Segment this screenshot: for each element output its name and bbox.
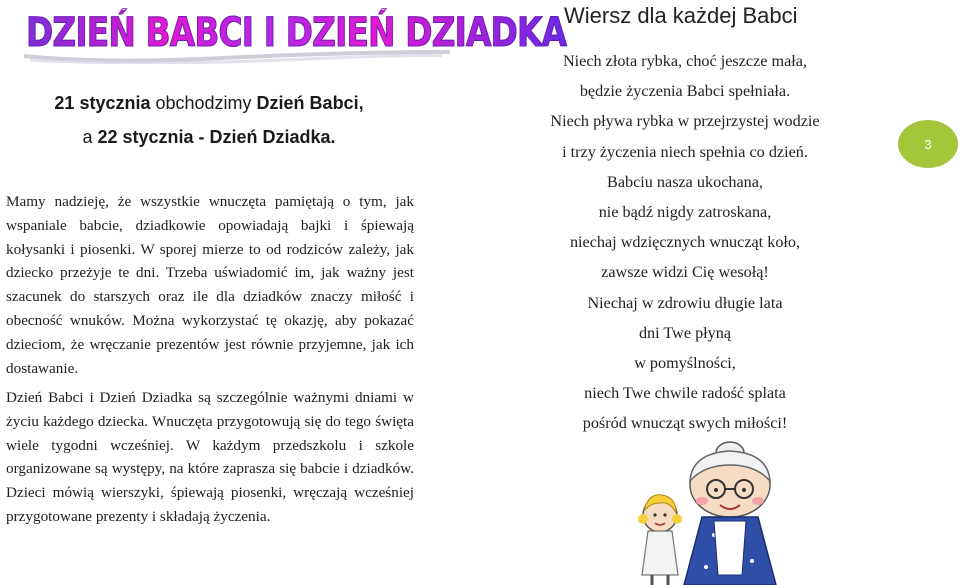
poem-title: Wiersz dla każdej Babci [564,3,798,28]
paragraph-traditions: Mamy nadzieję, że wszystkie wnuczęta pamiętają o tym, jak wspaniale babcie, dziadkowie opowiadają bajki i śpiewają kołysanki i piosenki. W sporej mierze to od rodziców zależy, jak dziecko przeżyje te dni. Trzeba uświadomić im, jak ważny jest szacunek do starszych oraz ile dla dziadków znaczy miłość i obecność wnuków. Można wykorzystać tę okazję, aby pokazać dzieciom, że wręczanie prezentów jest równie przyjemne, jak ich dostawanie. [6,193,414,377]
poem-line: niechaj wdzięcznych wnucząt koło, [569,233,801,252]
intro-line-grandpa-day [0,120,418,154]
poem-line: pośród wnucząt swych miłości! [582,414,788,433]
poem-line: Niechaj w zdrowiu długie lata [587,293,783,312]
title-banner [22,4,567,60]
poem-line: nie bądź nigdy zatroskana, [598,203,772,222]
grandma-day-date: 21 stycznia [54,93,151,113]
grandpa-day-date: 22 stycznia - Dzień Dziadka. [97,127,336,147]
poem-line: i trzy życzenia niech spełnia co dzień. [562,142,808,161]
intro-prefix: a [82,127,98,147]
banner-swoosh-decoration [22,34,452,64]
poem-line: zawsze widzi Cię wesołą! [601,263,769,282]
poem-line: Babciu nasza ukochana, [607,172,763,191]
poem-line: niech Twe chwile radość splata [584,384,786,403]
poem-line: Niech pływa rybka w przejrzystej wodzie [550,112,820,131]
page-number-badge: 3 [898,120,958,168]
poem-line: dni Twe płyną [638,323,732,342]
intro-connector: obchodzimy [150,93,257,113]
poem-body [504,46,866,439]
intro-line-grandma-day [0,86,418,120]
poem-line: Niech złota rybka, choć jeszcze mała, [562,52,808,70]
poem-line: w pomyślności, [634,354,736,373]
poem-line: będzie życzenia Babci spełniała. [579,82,791,101]
grandma-and-child-illustration [630,435,790,585]
intro-dates [0,86,418,154]
grandma-day-label: Dzień Babci, [256,93,364,113]
banner-title: DZIEŃ BABCI I DZIEŃ DZIADKA [26,10,567,56]
paragraph-celebrations: Dzień Babci i Dzień Dziadka są szczególnie ważnymi dniami w życiu każdego dziecka. Wnuczęta przygotowują się do tego święta wiele tygodni wcześniej. W każdym przedszkolu i szkole organizowane są występy, na które zaprasza się babcie i dziadków. Dzieci mówią wierszyki, śpiewają piosenki, wręczają wcześniej przygotowane prezenty i składają życzenia. [6,389,414,525]
